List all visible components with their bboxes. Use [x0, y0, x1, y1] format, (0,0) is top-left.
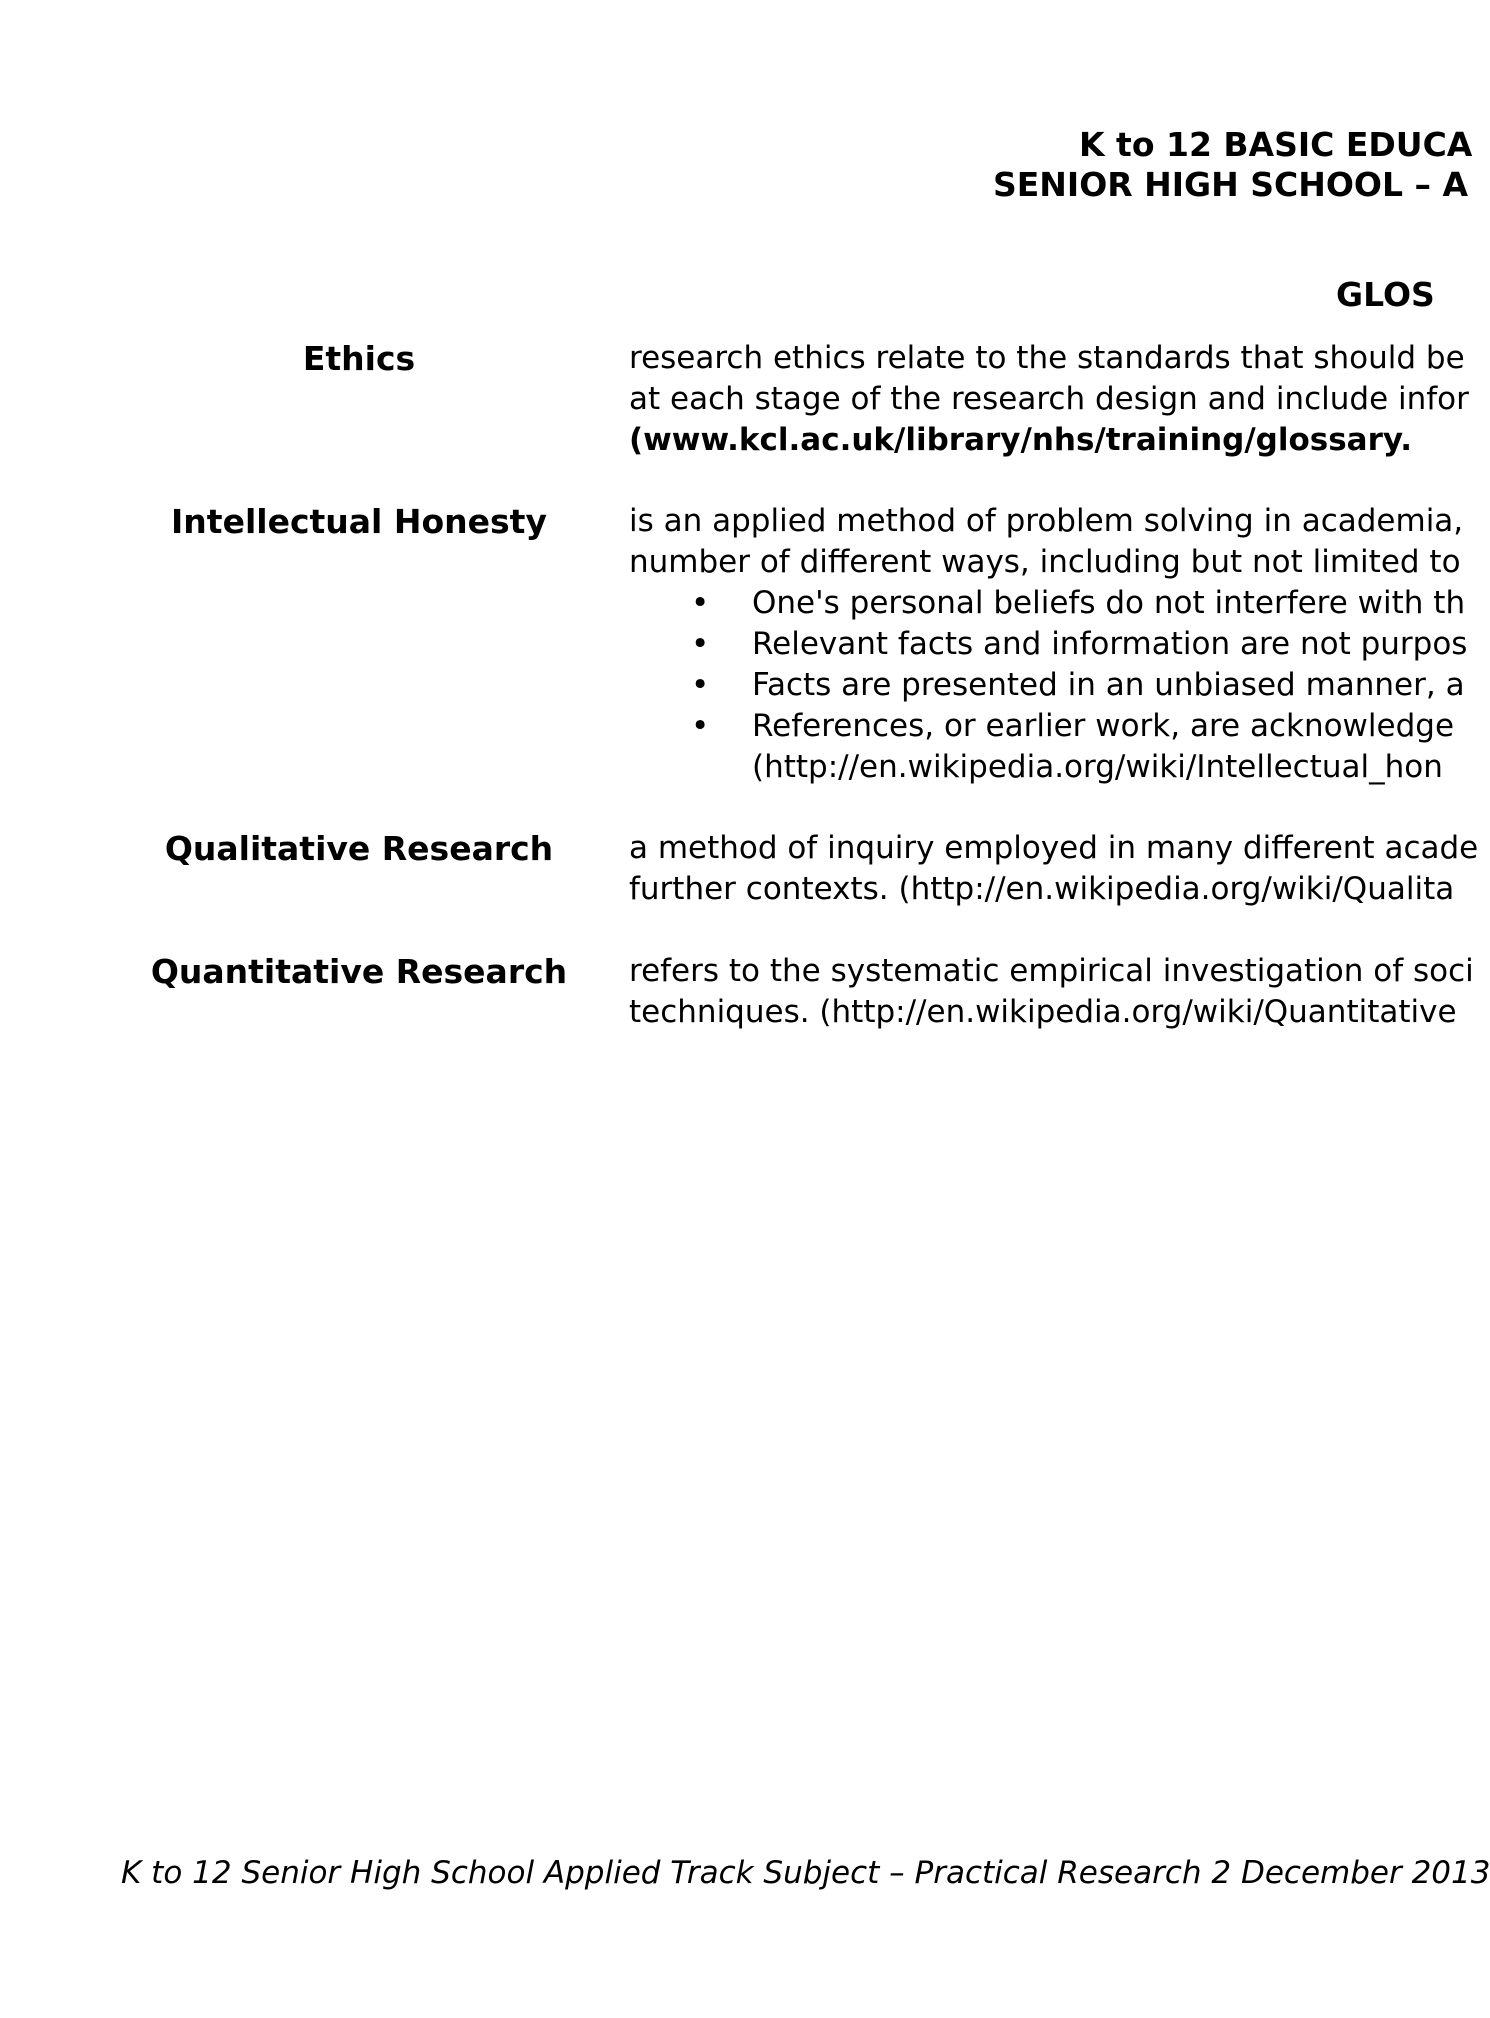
definition-line: number of different ways, including but not limited to: [629, 544, 1461, 580]
document-title-line2: SENIOR HIGH SCHOOL – A: [993, 165, 1469, 204]
definition-line: research ethics relate to the standards that should be: [629, 340, 1465, 376]
bullet-icon: •: [691, 585, 710, 621]
document-title-line1: K to 12 BASIC EDUCA: [1079, 125, 1473, 164]
definition-qualitative-research: [629, 828, 1478, 910]
definition-intellectual-honesty: [629, 501, 1463, 583]
definition-line: is an applied method of problem solving in academia,: [629, 503, 1464, 539]
definition-line: at each stage of the research design and include infor: [629, 381, 1469, 417]
bullet-icon: •: [691, 708, 710, 744]
definition-line: further contexts. (http://en.wikipedia.org/wiki/Qualita: [629, 871, 1455, 907]
page-footer: K to 12 Senior High School Applied Track Subject – Practical Research 2 December 2013: [121, 1855, 1490, 1891]
list-item-text: Relevant facts and information are not purpos: [752, 626, 1468, 662]
definition-source-link: (www.kcl.ac.uk/library/nhs/training/glossary.: [629, 422, 1413, 458]
bullet-icon: •: [691, 667, 710, 703]
bullet-icon: •: [691, 626, 710, 662]
definition-source-link: (http://en.wikipedia.org/wiki/Intellectual_hon: [752, 749, 1443, 785]
term-ethics: Ethics: [302, 339, 416, 378]
list-item-text: Facts are presented in an unbiased manner, a: [752, 667, 1465, 703]
definition-line: a method of inquiry employed in many different acade: [629, 830, 1479, 866]
section-title: GLOS: [1336, 275, 1435, 314]
term-qualitative-research: Qualitative Research: [164, 829, 554, 868]
definition-ethics: [629, 338, 1469, 461]
list-item-text: References, or earlier work, are acknowledge: [752, 708, 1455, 744]
definition-line: techniques. (http://en.wikipedia.org/wiki/Quantitative: [629, 994, 1457, 1030]
list-item-text: One's personal beliefs do not interfere with th: [752, 585, 1466, 621]
definition-line: refers to the systematic empirical investigation of soci: [629, 953, 1474, 989]
term-intellectual-honesty: Intellectual Honesty: [171, 502, 547, 541]
definition-quantitative-research: [629, 951, 1474, 1033]
term-quantitative-research: Quantitative Research: [150, 952, 568, 991]
